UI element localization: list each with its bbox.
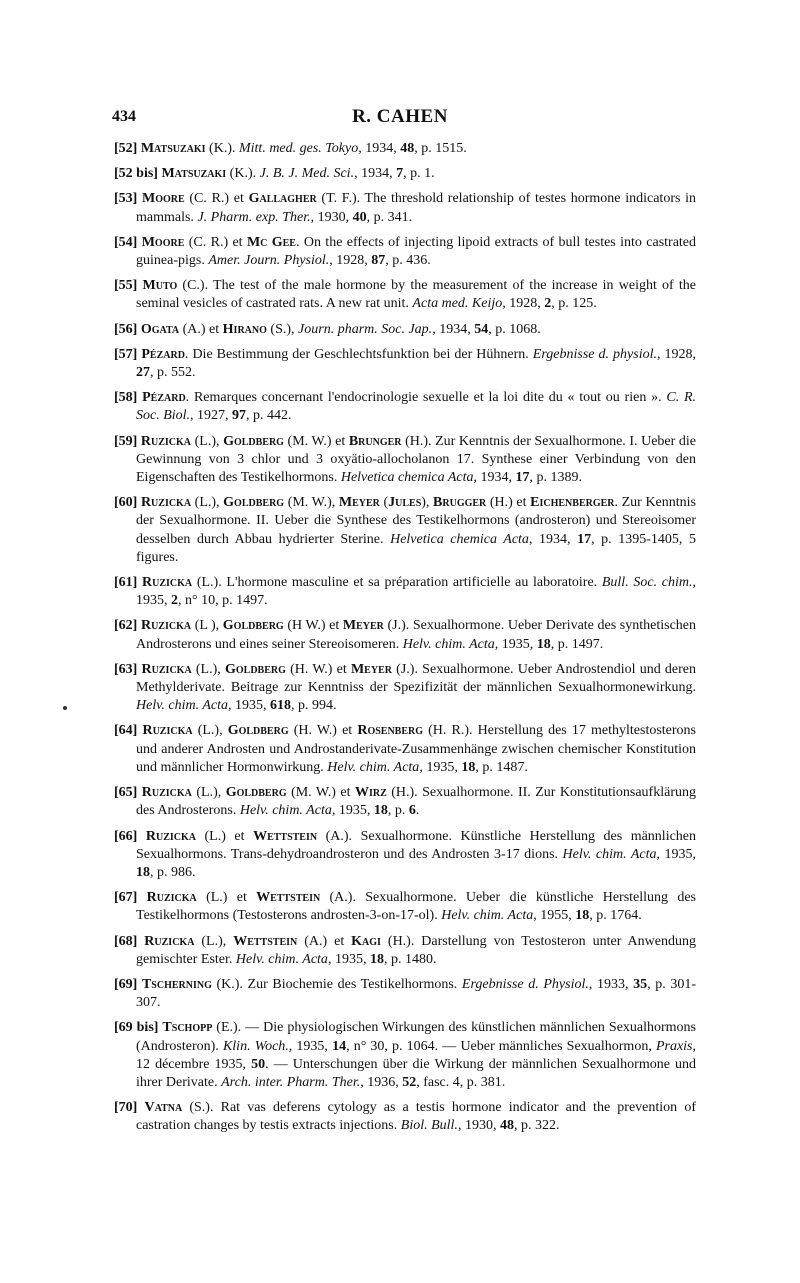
margin-mark	[63, 706, 67, 710]
reference-entry	[114, 494, 696, 567]
reference-text: (C. R.) et Gallagher (T. F.). The threshold relationship of testes hormone indicators in mammals. J. Pharm. exp. Ther., 1930, 40, p. 341.	[136, 191, 697, 225]
reference-number: [59]	[114, 433, 138, 449]
reference-text: (L.), Goldberg (M. W.) et Brunger (H.). Zur Kenntnis der Sexualhormone. I. Ueber die Gewinnung von 3 chlor und 3 oxyätio-allocholanon 17. Synthese einer Verbindung von den Eigenschaften des Testikelhormons. Helvetica chemica Acta, 1934, 17, p. 1389.	[136, 433, 696, 486]
reference-text: (K.). Mitt. med. ges. Tokyo, 1934, 48, p. 1515.	[205, 141, 467, 156]
running-head: R. CAHEN	[352, 106, 448, 127]
reference-author: Ruzicka	[144, 933, 195, 949]
reference-number: [63]	[114, 661, 138, 677]
reference-author: Moore	[142, 191, 185, 207]
reference-author: Matsuzaki	[140, 141, 206, 156]
reference-entry	[114, 321, 696, 339]
reference-entry	[114, 617, 696, 653]
reference-number: [58]	[114, 390, 138, 406]
reference-author: Ruzicka	[145, 828, 196, 844]
reference-text: (L.), Wettstein (A.) et Kagi (H.). Darstellung von Testosteron unter Anwendung gemischter Ester. Helv. chim. Acta, 1935, 18, p. 1480.	[136, 933, 696, 967]
reference-number: [62]	[114, 618, 138, 634]
reference-author: Ruzicka	[140, 618, 192, 634]
reference-number: [53]	[114, 191, 138, 207]
reference-author: Pézard	[142, 390, 186, 406]
page-number: 434	[112, 108, 136, 125]
reference-number: [52 bis]	[114, 166, 158, 182]
reference-number: [70]	[114, 1100, 138, 1116]
reference-text: (L.). L'hormone masculine et sa préparation artificielle au laboratoire. Bull. Soc. chim., 1935, 2, n° 10, p. 1497.	[136, 575, 696, 609]
reference-entry	[114, 140, 696, 158]
reference-number: [69 bis]	[114, 1020, 159, 1036]
reference-number: [61]	[114, 575, 138, 591]
reference-text: (L.), Goldberg (M. W.), Meyer (Jules), Brugger (H.) et Eichenberger. Zur Kenntnis der Sexualhormone. II. Ueber die Synthese des Testikelhormons (androsteron) und Stereoisomer desselben durch Abbau hydrierter Sterine. Helvetica chemica Acta, 1934, 17, p. 1395-1405, 5 figures.	[136, 495, 696, 565]
reference-author: Muto	[142, 278, 178, 294]
reference-author: Ruzicka	[141, 785, 192, 801]
reference-text: (K.). J. B. J. Med. Sci., 1934, 7, p. 1.	[226, 166, 435, 182]
reference-text: (L.), Goldberg (H. W.) et Rosenberg (H. R.). Herstellung des 17 methyltestosterons und anderer Androsten und Androstanderivate-Zusammenhänge zwischen chemischer Konstitution und männlicher Hormonwirkung. Helv. chim. Acta, 1935, 18, p. 1487.	[136, 723, 696, 775]
reference-author: Matsuzaki	[161, 166, 227, 182]
reference-text: (K.). Zur Biochemie des Testikelhormons. Ergebnisse d. Physiol., 1933, 35, p. 301-307.	[136, 976, 697, 1011]
reference-entry	[114, 1099, 696, 1135]
reference-text: (A.) et Hirano (S.), Journ. pharm. Soc. Jap., 1934, 54, p. 1068.	[179, 321, 541, 337]
reference-entry	[114, 190, 696, 226]
reference-number: [68]	[114, 933, 138, 949]
reference-author: Ruzicka	[146, 890, 197, 906]
reference-author: Tschopp	[162, 1020, 213, 1036]
reference-number: [52]	[114, 141, 138, 156]
reference-entry	[114, 574, 696, 610]
reference-entry	[114, 433, 696, 488]
reference-number: [67]	[114, 890, 138, 906]
reference-text: (L.), Goldberg (M. W.) et Wirz (H.). Sexualhormone. II. Zur Konstitutionsaufklärung des Androsterons. Helv. chim. Acta, 1935, 18, p. 6.	[136, 785, 696, 819]
reference-author: Ruzicka	[140, 433, 192, 449]
reference-author: Vatna	[144, 1100, 183, 1116]
reference-number: [55]	[114, 278, 138, 294]
reference-entry	[114, 234, 696, 270]
reference-entry	[114, 277, 696, 313]
reference-entry	[114, 661, 696, 716]
reference-entry	[114, 976, 696, 1012]
reference-text: . Remarques concernant l'endocrinologie sexuelle et la loi dite du « tout ou rien ». C. R. Soc. Biol., 1927, 97, p. 442.	[136, 390, 697, 424]
reference-text: . Die Bestimmung der Geschlechtsfunktion bei der Hühnern. Ergebnisse d. physiol., 1928, 27, p. 552.	[136, 346, 697, 381]
reference-entry	[114, 1019, 696, 1092]
reference-number: [64]	[114, 723, 138, 739]
reference-text: (L.) et Wettstein (A.). Sexualhormone. Ueber die künstliche Herstellung des Testikelhormons (Testosterons androsten-3-on-17-ol). Helv. chim. Acta, 1955, 18, p. 1764.	[136, 890, 696, 924]
reference-number: [56]	[114, 321, 138, 337]
reference-text: (S.). Rat vas deferens cytology as a testis hormone indicator and the prevention of castration changes by testis extracts injections. Biol. Bull., 1930, 48, p. 322.	[136, 1100, 696, 1134]
reference-author: Ruzicka	[141, 661, 192, 677]
reference-entry	[114, 165, 696, 183]
reference-author: Moore	[141, 234, 185, 250]
reference-number: [54]	[114, 234, 138, 250]
reference-text: (E.). — Die physiologischen Wirkungen des künstlichen männlichen Sexualhormons (Androsteron). Klin. Woch., 1935, 14, n° 30, p. 1064. — Ueber männliches Sexualhormon, Praxis, 12 décembre 1935, 50. — Unterschungen über die Wirkung der männlichen Sexualhormone und ihrer Derivate. Arch. inter. Pharm. Ther., 1936, 52, fasc. 4, p. 381.	[136, 1020, 697, 1090]
page-header	[0, 104, 800, 132]
reference-text: (L.) et Wettstein (A.). Sexualhormone. Künstliche Herstellung des männlichen Sexualhormons. Trans-dehydroandrosteron und des Androsten 3-17 dions. Helv. chim. Acta, 1935, 18, p. 986.	[136, 828, 697, 880]
reference-author: Ruzicka	[140, 495, 192, 511]
reference-number: [66]	[114, 828, 138, 844]
reference-author: Pézard	[141, 346, 185, 362]
reference-author: Ogata	[140, 321, 180, 337]
reference-number: [60]	[114, 495, 138, 511]
reference-entry	[114, 889, 696, 925]
reference-entry	[114, 389, 696, 425]
reference-entry	[114, 722, 696, 777]
reference-author: Ruzicka	[142, 575, 193, 591]
reference-number: [57]	[114, 346, 138, 362]
reference-text: (L.), Goldberg (H. W.) et Meyer (J.). Sexualhormone. Ueber Androstendiol und deren Methylderivate. Beitrage zur Kenntniss der Spezifizität der männlichen Sexualhormonewirkung. Helv. chim. Acta, 1935, 618, p. 994.	[136, 661, 697, 714]
reference-text: (L ), Goldberg (H W.) et Meyer (J.). Sexualhormone. Ueber Derivate des synthetischen Androsterons und eines seiner Stereoisomeren. Helv. chim. Acta, 1935, 18, p. 1497.	[136, 618, 697, 652]
reference-entry	[114, 828, 696, 883]
reference-entry	[114, 784, 696, 820]
reference-author: Ruzicka	[142, 723, 193, 739]
reference-number: [65]	[114, 785, 138, 801]
reference-text: (C. R.) et Mc Gee. On the effects of injecting lipoid extracts of bull testes into castrated guinea-pigs. Amer. Journ. Physiol., 1928, 87, p. 436.	[136, 234, 697, 269]
reference-list	[114, 140, 696, 1143]
reference-entry	[114, 346, 696, 382]
reference-entry	[114, 933, 696, 969]
reference-number: [69]	[114, 976, 138, 992]
reference-author: Tscherning	[141, 976, 212, 992]
reference-text: (C.). The test of the male hormone by the measurement of the increase in weight of the seminal vesicles of castrated rats. A new rat unit. Acta med. Keijo, 1928, 2, p. 125.	[136, 278, 696, 312]
